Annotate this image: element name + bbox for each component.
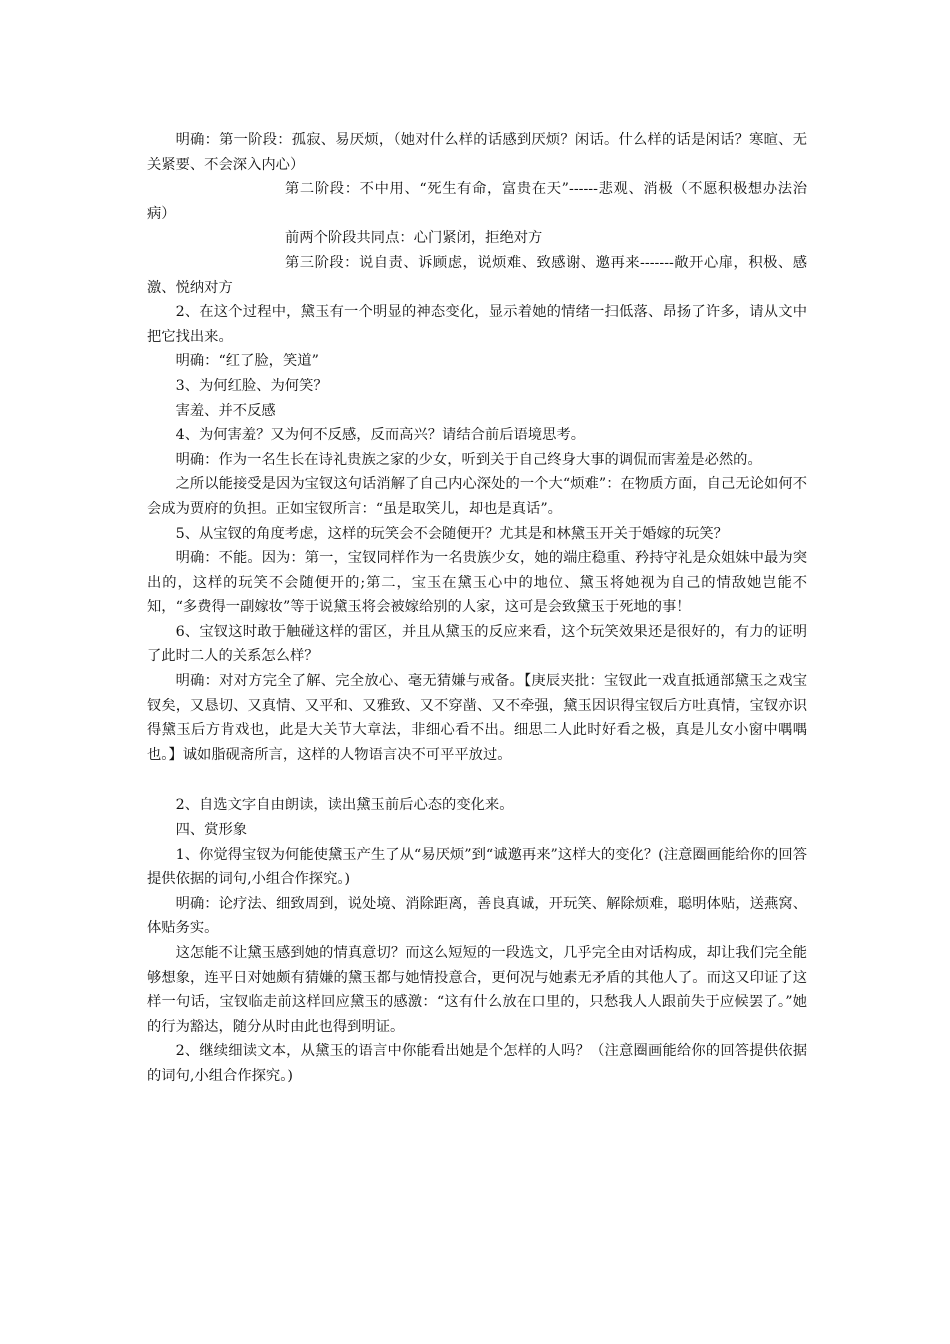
paragraph: 四、赏形象	[175, 822, 248, 839]
paragraph: 害羞、并不反感	[175, 402, 276, 419]
stage-paragraph: 第三阶段：说自责、诉顾虑，说烦难、致感谢、邀再来-------敞开心扉，积极、感激、悦纳对方	[147, 254, 807, 296]
paragraph: 2、自选文字自由朗读，读出黛玉前后心态的变化来。	[175, 797, 514, 814]
stage-paragraph: 前两个阶段共同点：心门紧闭，拒绝对方	[285, 230, 543, 247]
paragraph: 3、为何红脸、为何笑？	[175, 377, 328, 394]
paragraph: 2、在这个过程中，黛玉有一个明显的神态变化，显示着她的情绪一扫低落、昂扬了许多，请从文中把它找出来。	[147, 304, 807, 345]
paragraph: 4、为何害羞？又为何不反感，反而高兴？请结合前后语境思考。	[175, 427, 585, 444]
paragraph: 明确：论疗法、细致周到，说处境、消除距离，善良真诚，开玩笑、解除烦难，聪明体贴，送燕窝、体贴务实。	[147, 895, 807, 937]
paragraph: 明确：不能。因为：第一，宝钗同样作为一名贵族少女，她的端庄稳重、矜持守礼是众姐妹中最为突出的，这样的玩笑不会随便开的;第二，宝玉在黛玉心中的地位、黛玉将她视为自己的情敌她岂能不知，“多费得一副嫁妆”等于说黛玉将会被嫁给别的人家，这可是会致黛玉于死地的事！	[147, 550, 807, 616]
paragraph: 1、你觉得宝钗为何能使黛玉产生了从“易厌烦”到“诚邀再来”这样大的变化？(注意圈画能给你的回答提供依据的词句,小组合作探究。)	[147, 846, 807, 888]
document-body	[147, 128, 807, 1089]
paragraph: 之所以能接受是因为宝钗这句话消解了自己内心深处的一个大“烦难”：在物质方面，自己无论如何不会成为贾府的负担。正如宝钗所言：“虽是取笑儿，却也是真话”。	[147, 476, 807, 517]
paragraph: 明确：“红了脸，笑道”	[175, 353, 319, 370]
paragraph-spacer	[147, 767, 807, 793]
paragraph: 2、继续细读文本，从黛玉的语言中你能看出她是个怎样的人吗？（注意圈画能给你的回答提供依据的词句,小组合作探究。)	[147, 1043, 807, 1084]
stage-paragraph: 第二阶段：不中用、“死生有命，富贵在天”------悲观、消极（不愿积极想办法治病）	[147, 181, 807, 222]
paragraph: 明确：第一阶段：孤寂、易厌烦，（她对什么样的话感到厌烦？闲话。什么样的话是闲话？寒暄、无关紧要、不会深入内心）	[147, 132, 807, 173]
paragraph: 6、宝钗这时敢于触碰这样的雷区，并且从黛玉的反应来看，这个玩笑效果还是很好的，有力的证明了此时二人的关系怎么样？	[147, 623, 807, 665]
paragraph: 5、从宝钗的角度考虑，这样的玩笑会不会随便开？尤其是和林黛玉开关于婚嫁的玩笑？	[175, 525, 728, 542]
paragraph: 明确：对对方完全了解、完全放心、毫无猜嫌与戒备。【庚辰夹批：宝钗此一戏直抵通部黛玉之戏宝钗矣，又恳切、又真情、又平和、又雅致、又不穿凿、又不牵强，黛玉因识得宝钗后方吐真情，宝钗亦识得黛玉后方肯戏也，此是大关节大章法，非细心看不出。细思二人此时好看之极，真是儿女小窗中喁喁也。】诚如脂砚斋所言，这样的人物语言决不可平平放过。	[147, 673, 807, 763]
paragraph: 这怎能不让黛玉感到她的情真意切？而这么短短的一段选文，几乎完全由对话构成，却让我们完全能够想象，连平日对她颇有猜嫌的黛玉都与她情投意合，更何况与她素无矛盾的其他人了。而这又印证了这样一句话，宝钗临走前这样回应黛玉的感激：“这有什么放在口里的，只愁我人人跟前失于应候罢了。”她的行为豁达，随分从时由此也得到明证。	[147, 945, 807, 1035]
paragraph: 明确：作为一名生长在诗礼贵族之家的少女，听到关于自己终身大事的调侃而害羞是必然的。	[175, 451, 762, 468]
